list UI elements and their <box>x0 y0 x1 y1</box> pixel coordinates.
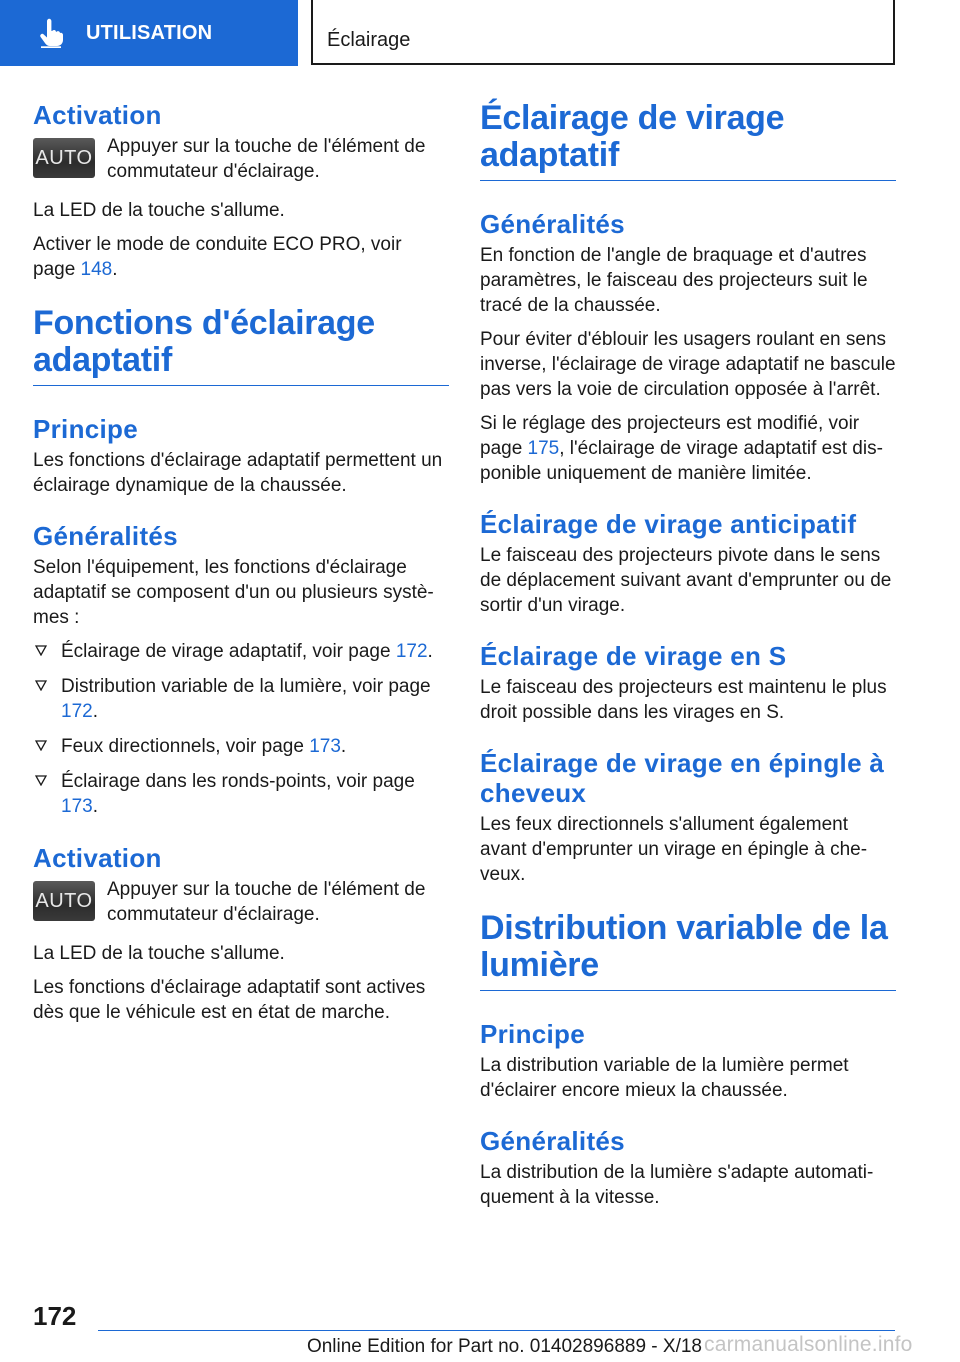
triangle-bullet-icon <box>35 645 47 656</box>
actives-text: Les fonctions d'éclairage adaptatif sont actives dès que le véhicule est en état de marche. <box>33 977 426 1023</box>
epingle-text: Les feux directionnels s'allument également avant d'emprunter un virage en épingle à che‐ veux. <box>480 814 868 885</box>
page-link[interactable]: 172 <box>61 701 93 722</box>
auto-button-icon: AUTO <box>33 881 95 921</box>
section-label: UTILISATION <box>86 21 213 44</box>
page-link[interactable]: 173 <box>309 736 341 757</box>
principe-text: Les fonctions d'éclairage adaptatif permettent un éclairage dynamique de la chaussée. <box>33 450 443 496</box>
principe-heading: Principe <box>33 414 138 444</box>
auto-instruction <box>33 134 449 184</box>
gen-paragraph-2: Pour éviter d'éblouir les usagers roulant en sens inverse, l'éclairage de virage adaptatif ne bascule pas vers la voie de circulation opposée à l'arrêt. <box>480 329 896 400</box>
led-text-2: La LED de la touche s'allume. <box>33 943 285 964</box>
activation-text-2: Appuyer sur la touche de l'élément de commutateur d'éclairage. <box>107 879 426 925</box>
list-item: Feux directionnels, voir page 173. <box>33 734 449 759</box>
generalites-heading: Généralités <box>480 209 625 239</box>
page-link[interactable]: 173 <box>61 796 93 817</box>
generalites-heading-2: Généralités <box>480 1126 625 1156</box>
left-column <box>33 100 449 1034</box>
activation-text: Appuyer sur la touche de l'élément de commutateur d'éclairage. <box>107 136 426 182</box>
en-s-text: Le faisceau des projecteurs est maintenu le plus droit possible dans les virages en S. <box>480 677 887 723</box>
list-item: Distribution variable de la lumière, voir page 172. <box>33 674 449 724</box>
generalites-heading: Généralités <box>33 521 178 551</box>
fonctions-heading: Fonctions d'éclairage adaptatif <box>33 305 449 386</box>
generalites-text-2: La distribution de la lumière s'adapte automati‐ quement à la vitesse. <box>480 1162 874 1208</box>
triangle-bullet-icon <box>35 740 47 751</box>
triangle-bullet-icon <box>35 775 47 786</box>
list-item: Éclairage dans les ronds-points, voir page 173. <box>33 769 449 819</box>
page-link[interactable]: 148 <box>80 259 113 280</box>
page-number: 172 <box>33 1301 77 1331</box>
distribution-heading: Distribution variable de la lumière <box>480 910 896 991</box>
section-tab <box>0 0 298 66</box>
en-s-heading: Éclairage de virage en S <box>480 641 787 671</box>
right-column <box>480 100 896 1219</box>
eco-text: Activer le mode de conduite ECO PRO, voir page 148. <box>33 234 402 280</box>
activation-heading: Activation <box>33 100 162 130</box>
generalites-text: Selon l'équipement, les fonctions d'éclairage adaptatif se composent d'un ou plusieurs systè‐ mes : <box>33 557 434 628</box>
principe-heading: Principe <box>480 1019 585 1049</box>
gen-paragraph-1: En fonction de l'angle de braquage et d'autres paramètres, le faisceau des projecteurs suit le tracé de la chaussée. <box>480 245 868 316</box>
systems-list <box>33 639 449 819</box>
activation-heading-2: Activation <box>33 843 162 873</box>
hand-pointer-icon <box>38 18 64 48</box>
led-text: La LED de la touche s'allume. <box>33 200 285 221</box>
triangle-bullet-icon <box>35 680 47 691</box>
auto-instruction-2 <box>33 877 449 927</box>
list-item: Éclairage de virage adaptatif, voir page 172. <box>33 639 449 664</box>
principe-text: La distribution variable de la lumière permet d'éclairer encore mieux la chaussée. <box>480 1055 849 1101</box>
anticipatif-text: Le faisceau des projecteurs pivote dans le sens de déplacement suivant avant d'emprunter ou de sortir d'un virage. <box>480 545 892 616</box>
chapter-title: Éclairage <box>327 29 411 51</box>
auto-button-icon: AUTO <box>33 138 95 178</box>
page-link[interactable]: 175 <box>527 438 560 459</box>
epingle-heading: Éclairage de virage en épingle à cheveux <box>480 748 885 808</box>
footer-divider <box>98 1330 895 1331</box>
watermark-text: carmanualsonline.info <box>704 1333 913 1356</box>
virage-heading: Éclairage de virage adaptatif <box>480 100 896 181</box>
anticipatif-heading: Éclairage de virage anticipatif <box>480 509 857 539</box>
gen-paragraph-3: Si le réglage des projecteurs est modifié, voir page 175, l'éclairage de virage adaptatif est dis‐ ponible uniquement de manière limitée. <box>480 413 883 484</box>
page-link[interactable]: 172 <box>395 641 428 662</box>
chapter-header <box>311 0 895 65</box>
edition-text: Online Edition for Part no. 01402896889 - X/18 <box>306 1336 702 1357</box>
